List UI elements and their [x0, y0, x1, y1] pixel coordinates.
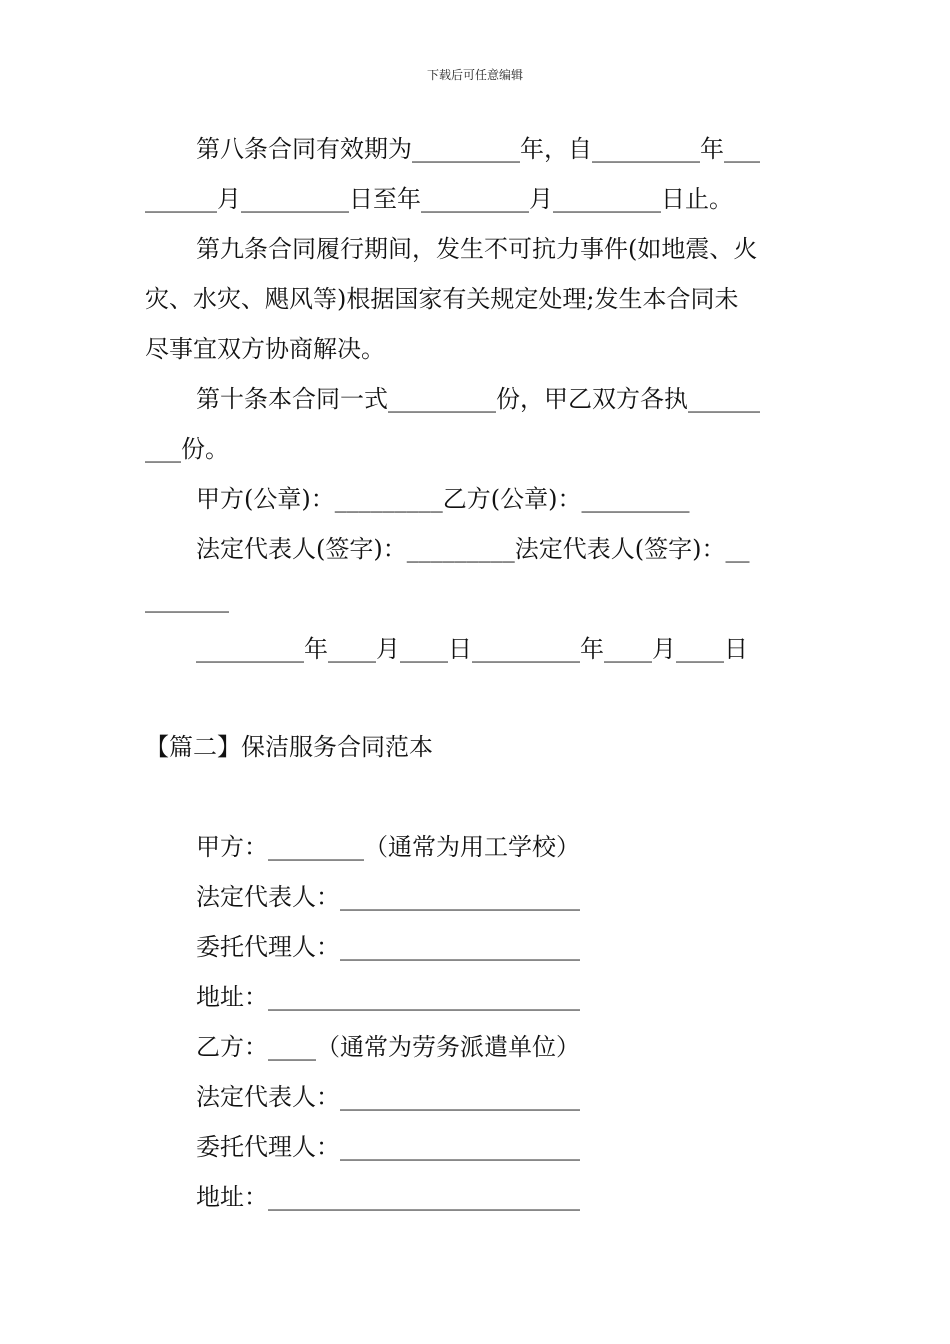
clause-9-line-1: 第九条合同履行期间，发生不可抗力事件(如地震、火: [196, 235, 758, 263]
clause-9-line-3: 尽事宜双方协商解决。: [145, 335, 385, 363]
party-a-agent-field: 委托代理人：____________________: [196, 933, 580, 961]
clause-9-line-2: 灾、水灾、飓风等)根据国家有关规定处理;发生本合同未: [145, 285, 739, 313]
legal-rep-signature-line-1: 法定代表人(签字)：_________法定代表人(签字)：__: [196, 535, 750, 563]
party-a-field: 甲方：________（通常为用工学校）: [196, 833, 580, 861]
page-header: 下载后可任意编辑: [426, 68, 523, 82]
party-b-legal-rep-field: 法定代表人：____________________: [196, 1083, 580, 1111]
signing-date-line: _________年____月____日_________年____月____日: [196, 635, 748, 663]
clause-10-line-2: ___份。: [145, 435, 229, 463]
clause-8-line-2: ______月_________日至年_________月_________日止。: [145, 185, 733, 213]
party-b-agent-field: 委托代理人：____________________: [196, 1133, 580, 1161]
section-title: 【篇二】保洁服务合同范本: [145, 733, 433, 761]
clause-10-line-1: 第十条本合同一式_________份，甲乙双方各执______: [196, 385, 760, 413]
clause-8-line-1: 第八条合同有效期为_________年，自_________年___: [196, 135, 760, 163]
party-seal-line: 甲方(公章)：_________乙方(公章)：_________: [196, 485, 690, 513]
party-b-field: 乙方：____（通常为劳务派遣单位）: [196, 1033, 580, 1061]
party-a-legal-rep-field: 法定代表人：____________________: [196, 883, 580, 911]
legal-rep-signature-line-2: _______: [145, 585, 229, 613]
party-a-address-field: 地址：__________________________: [196, 983, 580, 1011]
party-b-address-field: 地址：__________________________: [196, 1183, 580, 1211]
